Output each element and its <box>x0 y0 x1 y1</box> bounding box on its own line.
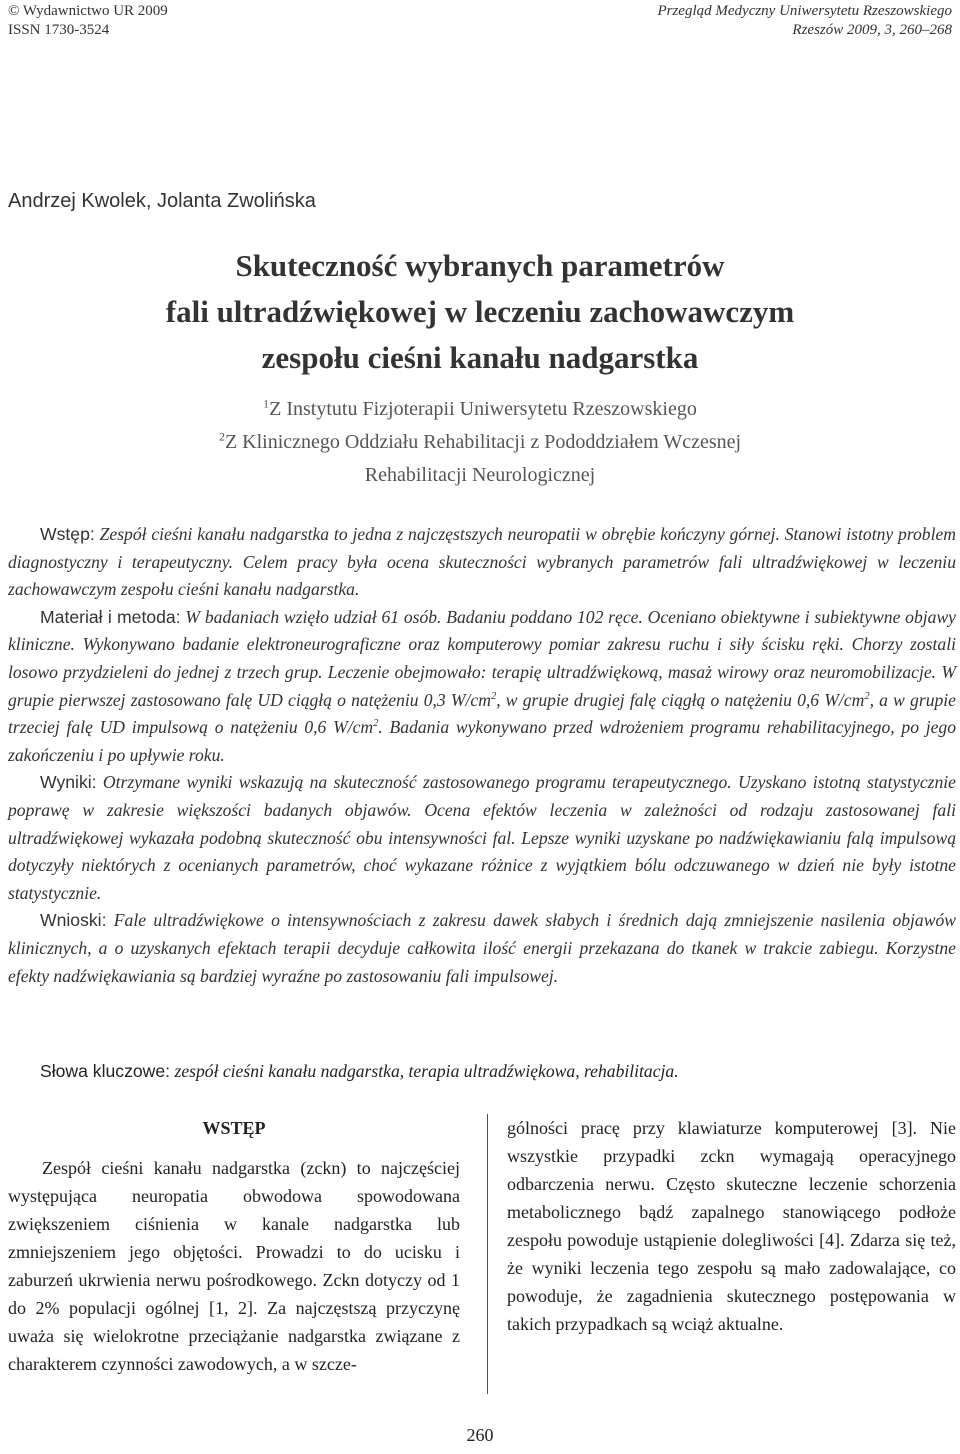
affiliation-2-mark: 2 <box>218 429 225 444</box>
abstract-methods-text-a: W badaniach wzięło udział 61 osób. Badaniu poddano 102 ręce. Oceniano obiektywne i subiektywne objawy kliniczne. Wykonywano badanie elektroneurograficzne oraz komputerowy pomiar zakresu ruchu i siły ścisku ręki. Chorzy zostali losowo przydzieleni do jednej z trzech grup. Leczenie obejmowało: terapię ultradźwiękową, masaż wirowy oraz neuromobilizacje. W grupie pierwszej zastosowano falę UD ciągłą o natężeniu 0,3 W/cm <box>8 606 956 710</box>
abstract-intro-text: Zespół cieśni kanału nadgarstka to jedna z najczęstszych neuropatii w obrębie kończyny górnej. Stanowi istotny problem diagnostyczny i terapeutyczny. Celem pracy była ocena skuteczności wybranych parametrów fali ultradźwiękowej w leczeniu zachowawczym zespołu cieśni kanału nadgarstka. <box>8 524 957 600</box>
affiliation-1 <box>0 393 960 426</box>
body-paragraph-right: gólności pracę przy klawiaturze komputerowej [3]. Nie wszystkie przypadki zckn wymagają operacyjnego odbarczenia nerwu. Często skuteczne leczenie schorzenia metabolicznego bądź zapalnego stanowiącego podłoże zespołu powoduje ustąpienie dolegliwości [4]. Zdarza się też, że wyniki leczenia tego zespołu są mało zadowalające, co powoduje, że zagadnienia skutecznego postępowania w takich przypadkach są wciąż aktualne. <box>507 1118 956 1334</box>
affiliations <box>0 393 960 492</box>
abstract-conclusions-text: Fale ultradźwiękowe o intensywnościach z zakresu dawek słabych i średnich dają zmniejszenie nasilenia objawów klinicznych, a o uzyskanych efektach terapii decyduje całkowita ilość energii przekazana do tkanek w trakcie zabiegu. Korzystne efekty nadźwiękawiania są bardziej wyraźne po zastosowaniu fali impulsowej. <box>8 910 956 986</box>
abstract-introduction <box>8 521 956 604</box>
keywords <box>40 1061 956 1082</box>
title-line-2: fali ultradźwiękowej w leczeniu zachowawczym <box>165 294 795 329</box>
affiliation-2-text-line-1: Z Klinicznego Oddziału Rehabilitacji z Pododdziałem Wczesnej <box>224 431 742 453</box>
abstract-intro-label: Wstęp: <box>40 524 95 544</box>
journal-citation: Rzeszów 2009, 3, 260–268 <box>792 22 952 38</box>
abstract-methods-text-d: . Badania wykonywano przed wdrożeniem programu rehabilitacyjnego, po jego zakończeniu i po upływie roku. <box>8 717 956 765</box>
abstract <box>8 521 956 990</box>
title-line-3: zespołu cieśni kanału nadgarstka <box>261 340 699 375</box>
abstract-results-text: Otrzymane wyniki wskazują na skuteczność zastosowanego programu terapeutycznego. Uzyskano istotną statystycznie poprawę w zakresie większości badanych objawów. Ocena efektów leczenia w zależności od rodzaju zastosowanej fali ultradźwiękowej wykazała podobną skuteczność obu intensywności fal. Lepsze wyniki uzyskane po nadźwiękawianiu falą impulsową dotyczyły niektórych z ocenianych parametrów, choć wykazane różnice z wyjątkiem bólu odczuwanego w dzień nie były istotne statystycznie. <box>8 772 956 903</box>
abstract-conclusions-label: Wnioski: <box>40 910 107 931</box>
abstract-results <box>8 769 956 907</box>
superscript-2: 2 <box>490 690 497 702</box>
running-header-right <box>657 2 952 40</box>
affiliation-1-text: Z Instytutu Fizjoterapii Uniwersytetu Rzeszowskiego <box>269 398 697 420</box>
body-column-right <box>507 1114 956 1338</box>
body-paragraph-left: Zespół cieśni kanału nadgarstka (zckn) to najczęściej występująca neuropatia obwodowa spowodowana zwiększeniem ciśnienia w kanale nadgarstka lub zmniejszeniem jego objętości. Prowadzi to do ucisku i zaburzeń ukrwienia nerwu pośrodkowego. Zckn dotyczy od 1 do 2% populacji ogólnej [1, 2]. Za najczęstszą przyczynę uważa się wielokrotne przeciążanie nadgarstka związane z charakterem czynności zawodowych, a w szcze- <box>8 1158 460 1374</box>
abstract-methods-text-b: , w grupie drugiej falę ciągłą o natężeniu 0,6 W/cm <box>496 689 865 710</box>
keywords-value: zespół cieśni kanału nadgarstka, terapia ultradźwiękowa, rehabilitacja. <box>174 1061 679 1081</box>
abstract-methods <box>8 604 956 770</box>
abstract-conclusions <box>8 907 956 990</box>
issn-line: ISSN 1730-3524 <box>8 22 110 38</box>
column-divider <box>487 1114 488 1394</box>
affiliation-2-text-line-2: Rehabilitacji Neurologicznej <box>364 464 596 486</box>
body-column-left <box>8 1114 460 1378</box>
running-header-left <box>8 2 168 40</box>
abstract-methods-text-c: , a w grupie trzeciej falę UD impulsową o natężeniu 0,6 W/cm <box>8 689 956 738</box>
superscript-2: 2 <box>373 718 379 730</box>
keywords-label: Słowa kluczowe: <box>40 1061 171 1081</box>
superscript-2: 2 <box>864 690 870 702</box>
article-authors: Andrzej Kwolek, Jolanta Zwolińska <box>8 190 316 212</box>
article-title <box>0 243 960 381</box>
publisher-line: © Wydawnictwo UR 2009 <box>8 3 168 19</box>
affiliation-2 <box>0 426 960 459</box>
page-number: 260 <box>466 1425 494 1445</box>
section-heading-introduction: WSTĘP <box>202 1118 266 1138</box>
journal-name: Przegląd Medyczny Uniwersytetu Rzeszowskiego <box>657 3 952 19</box>
abstract-results-label: Wyniki: <box>40 772 97 793</box>
abstract-methods-label: Materiał i metoda: <box>40 606 181 627</box>
title-line-1: Skuteczność wybranych parametrów <box>235 248 725 283</box>
affiliation-1-mark: 1 <box>263 396 270 411</box>
